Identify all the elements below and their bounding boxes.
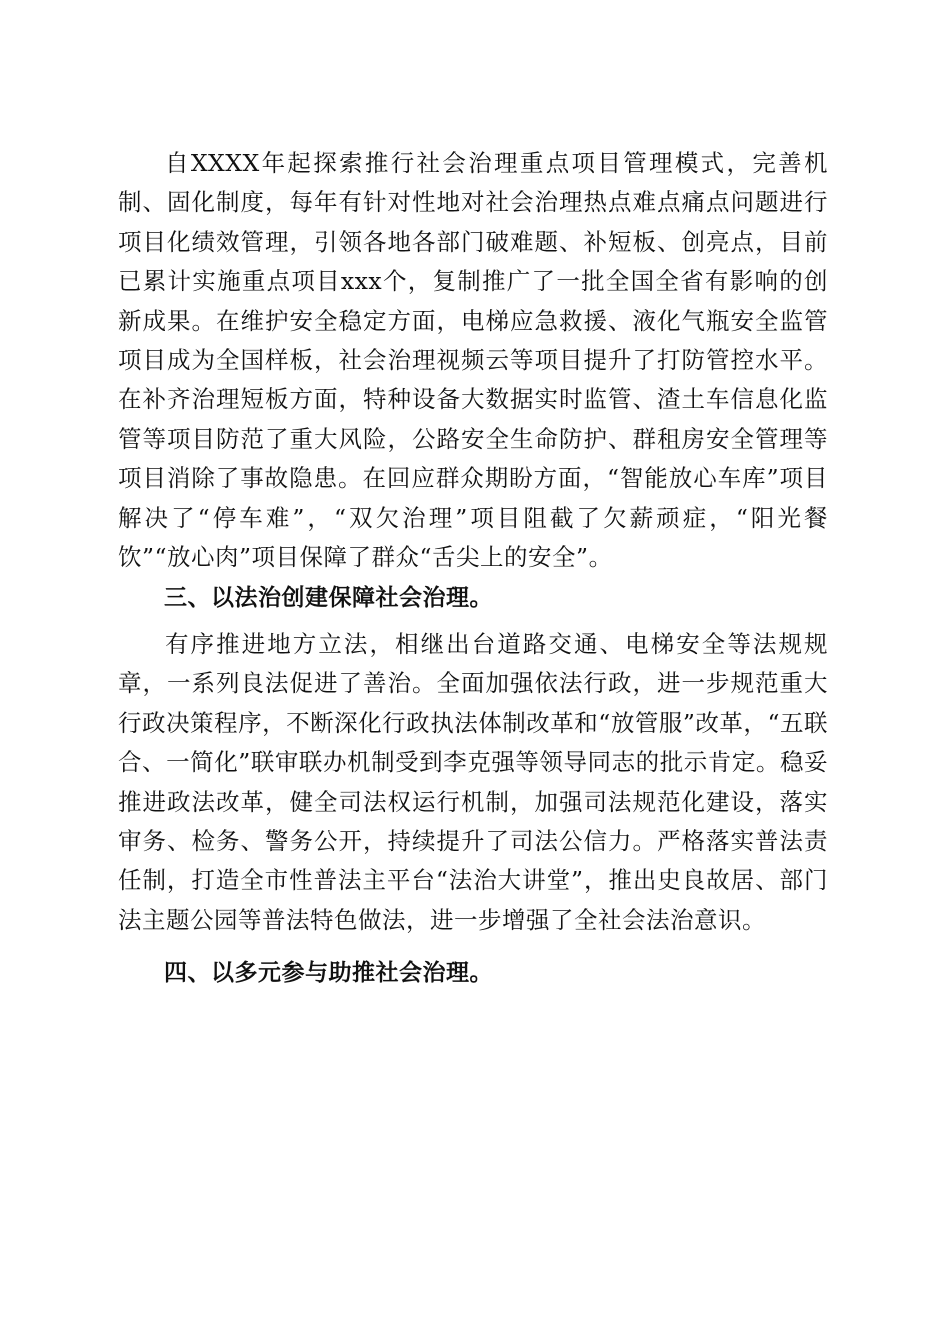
body-paragraph-project-management: 自XXXX年起探索推行社会治理重点项目管理模式，完善机制、固化制度，每年有针对性地对社会治理热点难点痛点问题进行项目化绩效管理，引领各地各部门破难题、补短板、创亮点，目前已累计实施重点项目xxx个，复制推广了一批全国全省有影响的创新成果。在维护安全稳定方面，电梯应急救援、液化气瓶安全监管项目成为全国样板，社会治理视频云等项目提升了打防管控水平。在补齐治理短板方面，特种设备大数据实时监管、渣土车信息化监管等项目防范了重大风险，公路安全生命防护、群租房安全管理等项目消除了事故隐患。在回应群众期盼方面，“智能放心车库”项目解决了“停车难”，“双欠治理”项目阻截了欠薪顽症，“阳光餐饮”“放心肉”项目保障了群众“舌尖上的安全”。 — [118, 149, 828, 572]
body-paragraph-rule-of-law: 有序推进地方立法，相继出台道路交通、电梯安全等法规规章，一系列良法促进了善治。全面加强依法行政，进一步规范重大行政决策程序，不断深化行政执法体制改革和“放管服”改革，“五联合、一简化”联审联办机制受到李克强等领导同志的批示肯定。稳妥推进政法改革，健全司法权运行机制，加强司法规范化建设，落实审务、检务、警务公开，持续提升了司法公信力。严格落实普法责任制，打造全市性普法主平台“法治大讲堂”，推出史良故居、部门法主题公园等普法特色做法，进一步增强了全社会法治意识。 — [118, 629, 828, 934]
document-body — [118, 144, 828, 1000]
section-heading-multi-participation: 四、以多元参与助推社会治理。 — [164, 960, 493, 987]
section-heading-rule-of-law: 三、以法治创建保障社会治理。 — [164, 585, 493, 612]
